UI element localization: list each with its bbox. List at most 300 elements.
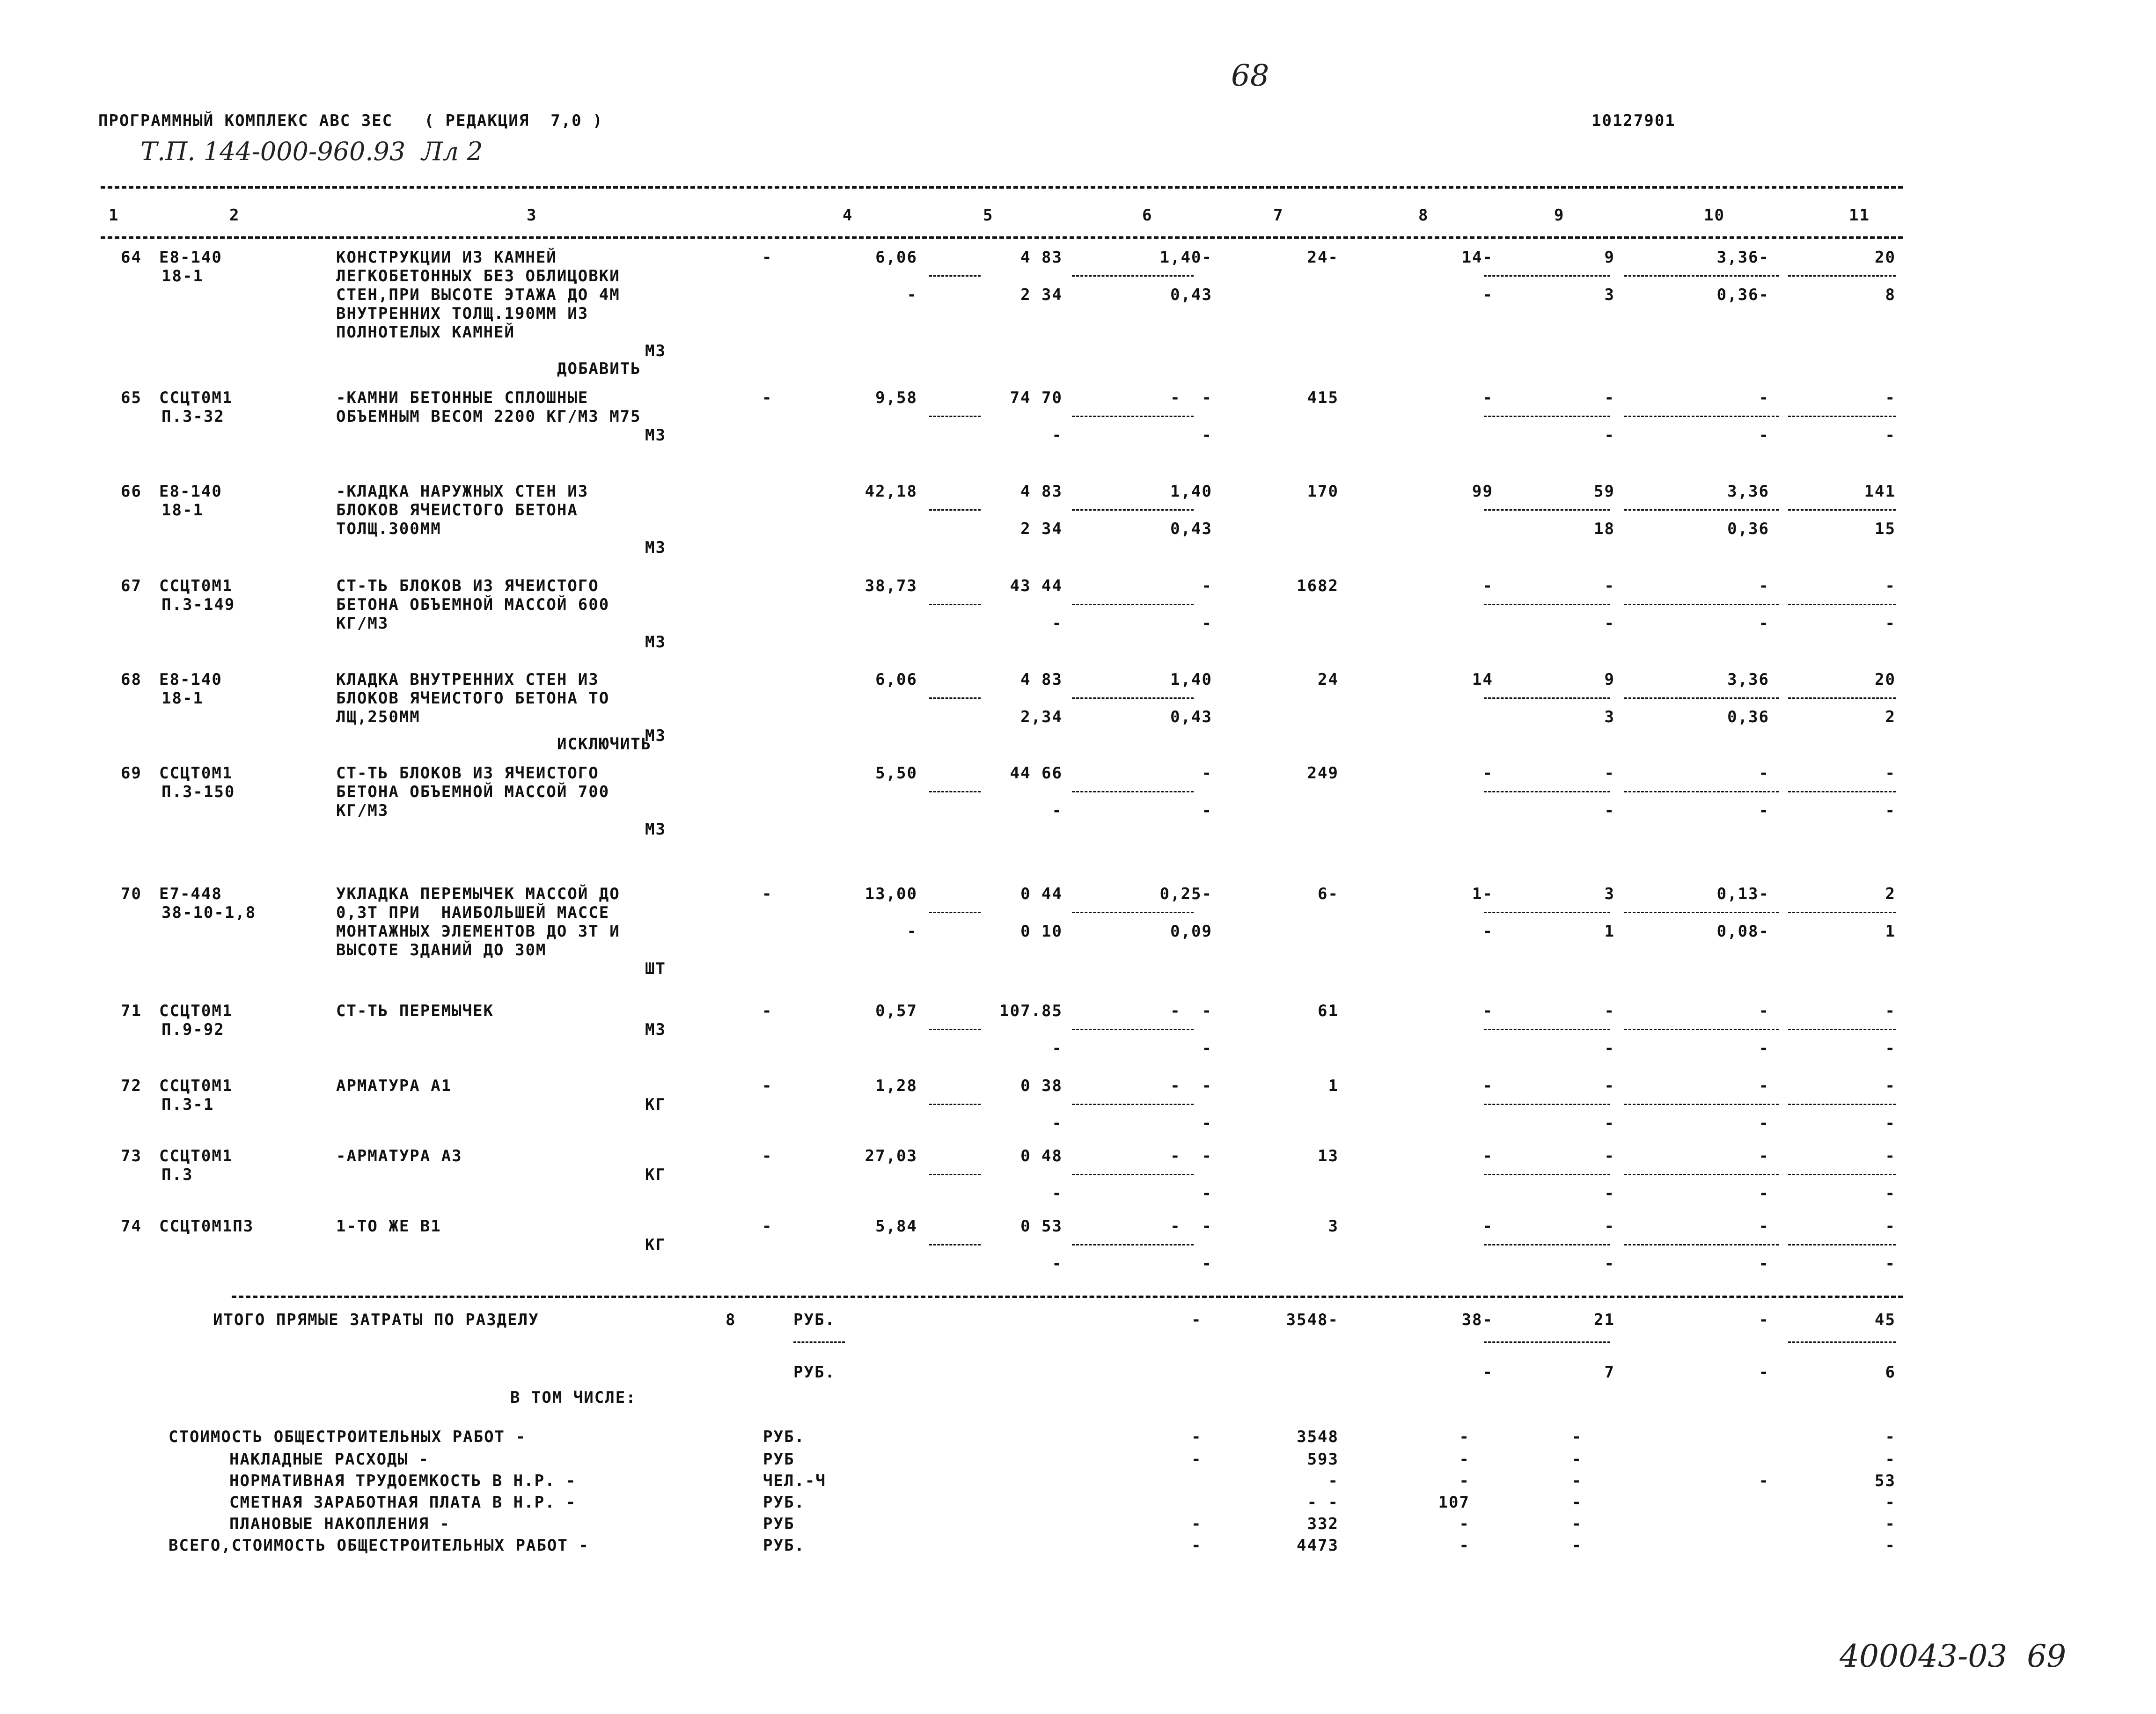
wages-sub: - bbox=[1482, 922, 1493, 941]
labor-rate: 3,36 bbox=[1727, 670, 1769, 689]
cell-divider bbox=[1484, 791, 1610, 792]
labor-total: - bbox=[1885, 577, 1896, 595]
unit-cost-sub: - bbox=[1052, 426, 1063, 445]
col3-marker: - bbox=[762, 248, 773, 267]
wages: - bbox=[1482, 577, 1493, 595]
summary-col11: - bbox=[1885, 1450, 1896, 1469]
machine-total-sub: 18 bbox=[1594, 520, 1615, 538]
summary-unit: РУБ. bbox=[763, 1493, 805, 1512]
rate-code: ССЦТ0М1 bbox=[159, 1002, 233, 1020]
machine-cost: - bbox=[1202, 577, 1212, 595]
unit-cost: 0 53 bbox=[1020, 1217, 1063, 1236]
rate-subcode: П.3-149 bbox=[161, 595, 235, 614]
labor-rate-sub: 0,08- bbox=[1716, 922, 1769, 941]
rate-subcode: П.3 bbox=[161, 1165, 193, 1184]
cell-divider bbox=[1072, 416, 1194, 417]
unit-cost: 4 83 bbox=[1020, 670, 1063, 689]
summary-unit: РУБ bbox=[763, 1450, 795, 1469]
wages: - bbox=[1482, 1002, 1493, 1020]
cell-divider bbox=[1484, 416, 1610, 417]
rate-code: ССЦТ0М1П3 bbox=[159, 1217, 254, 1236]
work-description: БЕТОНА ОБЪЕМНОЙ МАССОЙ 700 bbox=[336, 783, 610, 801]
summary-col8: - bbox=[1459, 1472, 1470, 1490]
machine-total: - bbox=[1604, 388, 1615, 407]
total-cost: 3 bbox=[1328, 1217, 1339, 1236]
labor-total-sub: - bbox=[1885, 801, 1896, 820]
labor-total: - bbox=[1885, 1217, 1896, 1236]
machine-cost-sub: - bbox=[1202, 1184, 1212, 1203]
work-description: СТ-ТЬ БЛОКОВ ИЗ ЯЧЕИСТОГО bbox=[336, 577, 599, 595]
cell-divider bbox=[1484, 697, 1610, 699]
unit-of-measure: М3 bbox=[645, 1020, 666, 1039]
row-number: 64 bbox=[121, 248, 142, 267]
labor-total: 20 bbox=[1875, 248, 1896, 267]
unit-cost-sub: - bbox=[1052, 1039, 1063, 1058]
summary-label: НАКЛАДНЫЕ РАСХОДЫ - bbox=[229, 1450, 429, 1469]
unit-cost: 107.85 bbox=[999, 1002, 1063, 1020]
labor-total: - bbox=[1885, 1147, 1896, 1165]
cell-divider bbox=[929, 697, 981, 699]
labor-rate: - bbox=[1759, 1147, 1769, 1165]
cell-divider bbox=[1484, 1104, 1610, 1105]
totals-subline-3 bbox=[1788, 1341, 1896, 1343]
cell-divider bbox=[1072, 1104, 1194, 1105]
unit-of-measure: ШТ bbox=[645, 960, 666, 978]
work-description: 0,3Т ПРИ НАИБОЛЬШЕЙ МАССЕ bbox=[336, 903, 610, 922]
summary-unit: РУБ. bbox=[763, 1428, 805, 1446]
labor-rate-sub: - bbox=[1759, 426, 1769, 445]
row-number: 68 bbox=[121, 670, 142, 689]
summary-col6: - bbox=[1191, 1536, 1202, 1555]
quantity: 13,00 bbox=[865, 885, 917, 903]
labor-rate: - bbox=[1759, 388, 1769, 407]
work-description: КЛАДКА ВНУТРЕННИХ СТЕН ИЗ bbox=[336, 670, 599, 689]
machine-cost-sub: - bbox=[1202, 1114, 1212, 1133]
summary-col7: - bbox=[1328, 1472, 1339, 1490]
cell-divider bbox=[929, 604, 981, 605]
cell-divider bbox=[1788, 1244, 1896, 1245]
labor-rate-sub: - bbox=[1759, 801, 1769, 820]
column-header: 10 bbox=[1704, 206, 1725, 225]
summary-col9: - bbox=[1571, 1472, 1582, 1490]
cell-divider bbox=[1624, 1244, 1779, 1245]
work-description: МОНТАЖНЫХ ЭЛЕМЕНТОВ ДО 3Т И bbox=[336, 922, 620, 941]
totals-col8: 38- bbox=[1461, 1311, 1493, 1329]
wages: - bbox=[1482, 1217, 1493, 1236]
cell-divider bbox=[929, 1029, 981, 1030]
program-header: ПРОГРАММНЫЙ КОМПЛЕКС АВС ЗЕС ( РЕДАКЦИЯ 7,0 ) bbox=[98, 111, 603, 130]
labor-total: - bbox=[1885, 1002, 1896, 1020]
unit-cost: 4 83 bbox=[1020, 248, 1063, 267]
quantity: 5,50 bbox=[875, 764, 917, 783]
machine-total-sub: 3 bbox=[1604, 708, 1615, 726]
quantity: 38,73 bbox=[865, 577, 917, 595]
wages: - bbox=[1482, 764, 1493, 783]
summary-col11: - bbox=[1885, 1428, 1896, 1446]
cell-divider bbox=[929, 1244, 981, 1245]
rate-code: Е8-140 bbox=[159, 248, 222, 267]
cell-divider bbox=[1624, 416, 1779, 417]
wages: - bbox=[1482, 388, 1493, 407]
cell-divider bbox=[1788, 604, 1896, 605]
cell-divider bbox=[1788, 791, 1896, 792]
summary-label: ВСЕГО,СТОИМОСТЬ ОБЩЕСТРОИТЕЛЬНЫХ РАБОТ - bbox=[169, 1536, 589, 1555]
rate-code: ССЦТ0М1 bbox=[159, 1077, 233, 1095]
cell-divider bbox=[1624, 604, 1779, 605]
work-description: СТ-ТЬ БЛОКОВ ИЗ ЯЧЕИСТОГО bbox=[336, 764, 599, 783]
work-description: ТОЛЩ.300ММ bbox=[336, 520, 441, 538]
machine-total: 59 bbox=[1594, 482, 1615, 501]
quantity: 6,06 bbox=[875, 670, 917, 689]
unit-of-measure: М3 bbox=[645, 726, 666, 745]
summary-unit: РУБ bbox=[763, 1515, 795, 1533]
unit-of-measure: КГ bbox=[645, 1165, 666, 1184]
labor-rate: - bbox=[1759, 577, 1769, 595]
summary-col8: - bbox=[1459, 1450, 1470, 1469]
rate-subcode: 18-1 bbox=[161, 501, 204, 520]
cell-divider bbox=[1788, 1174, 1896, 1175]
machine-cost-sub: 0,09 bbox=[1170, 922, 1212, 941]
machine-cost-sub: - bbox=[1202, 614, 1212, 633]
machine-total: - bbox=[1604, 764, 1615, 783]
labor-rate-sub: - bbox=[1759, 1254, 1769, 1273]
row-instruction: ДОБАВИТЬ bbox=[557, 359, 641, 378]
labor-total-sub: 1 bbox=[1885, 922, 1896, 941]
machine-cost-sub: - bbox=[1202, 1254, 1212, 1273]
column-header: 9 bbox=[1554, 206, 1565, 225]
cell-divider bbox=[1624, 791, 1779, 792]
work-description: ВНУТРЕННИХ ТОЛЩ.190ММ ИЗ bbox=[336, 304, 589, 323]
summary-unit: РУБ. bbox=[763, 1536, 805, 1555]
cell-divider bbox=[1788, 509, 1896, 511]
cell-divider bbox=[1624, 1174, 1779, 1175]
cell-divider bbox=[1484, 1174, 1610, 1175]
cell-divider bbox=[1484, 1029, 1610, 1030]
header-bottom-rule bbox=[101, 236, 1903, 239]
wages: - bbox=[1482, 1147, 1493, 1165]
machine-cost-sub: - bbox=[1202, 801, 1212, 820]
totals-col11: 45 bbox=[1875, 1311, 1896, 1329]
cell-divider bbox=[1072, 697, 1194, 699]
cell-divider bbox=[1624, 275, 1779, 277]
work-description: 1-ТО ЖЕ В1 bbox=[336, 1217, 441, 1236]
wages: 99 bbox=[1472, 482, 1493, 501]
unit-cost-sub: - bbox=[1052, 614, 1063, 633]
column-header: 1 bbox=[109, 206, 119, 225]
unit-cost: 74 70 bbox=[1010, 388, 1063, 407]
summary-col8: 107 bbox=[1438, 1493, 1470, 1512]
summary-col9: - bbox=[1571, 1493, 1582, 1512]
work-description: ОБЪЕМНЫМ ВЕСОМ 2200 КГ/М3 М75 bbox=[336, 407, 641, 426]
column-header: 11 bbox=[1849, 206, 1870, 225]
labor-total-sub: 15 bbox=[1875, 520, 1896, 538]
work-description: -КЛАДКА НАРУЖНЫХ СТЕН ИЗ bbox=[336, 482, 589, 501]
cell-divider bbox=[1484, 604, 1610, 605]
unit-cost-sub: 2 34 bbox=[1020, 286, 1063, 304]
work-description: БЛОКОВ ЯЧЕИСТОГО БЕТОНА ТО bbox=[336, 689, 610, 708]
labor-total: 20 bbox=[1875, 670, 1896, 689]
labor-total-sub: 2 bbox=[1885, 708, 1896, 726]
rate-code: Е7-448 bbox=[159, 885, 222, 903]
labor-rate-sub: 0,36 bbox=[1727, 708, 1769, 726]
cell-divider bbox=[1072, 912, 1194, 913]
totals-col8b: - bbox=[1482, 1363, 1493, 1382]
labor-rate: 0,13- bbox=[1716, 885, 1769, 903]
labor-rate: - bbox=[1759, 1217, 1769, 1236]
machine-total: - bbox=[1604, 1217, 1615, 1236]
work-description: АРМАТУРА А1 bbox=[336, 1077, 452, 1095]
summary-col11: - bbox=[1885, 1515, 1896, 1533]
machine-total-sub: 1 bbox=[1604, 922, 1615, 941]
summary-col9: - bbox=[1571, 1428, 1582, 1446]
unit-cost-sub: - bbox=[1052, 801, 1063, 820]
summary-label: ПЛАНОВЫЕ НАКОПЛЕНИЯ - bbox=[229, 1515, 450, 1533]
total-cost: 24 bbox=[1318, 670, 1339, 689]
total-cost: 1 bbox=[1328, 1077, 1339, 1095]
labor-rate: - bbox=[1759, 764, 1769, 783]
row-number: 74 bbox=[121, 1217, 142, 1236]
column-header: 4 bbox=[843, 206, 853, 225]
machine-cost: 1,40 bbox=[1170, 670, 1212, 689]
work-description: КГ/М3 bbox=[336, 614, 389, 633]
machine-total: - bbox=[1604, 1077, 1615, 1095]
labor-rate: 3,36 bbox=[1727, 482, 1769, 501]
summary-col8: - bbox=[1459, 1428, 1470, 1446]
total-cost: 249 bbox=[1307, 764, 1339, 783]
rate-code: ССЦТ0М1 bbox=[159, 1147, 233, 1165]
work-description: БЛОКОВ ЯЧЕИСТОГО БЕТОНА bbox=[336, 501, 578, 520]
wages: 14 bbox=[1472, 670, 1493, 689]
col3-marker: - bbox=[762, 1077, 773, 1095]
unit-cost-sub: 0 10 bbox=[1020, 922, 1063, 941]
totals-label: ИТОГО ПРЯМЫЕ ЗАТРАТЫ ПО РАЗДЕЛУ bbox=[213, 1311, 539, 1329]
labor-total-sub: - bbox=[1885, 614, 1896, 633]
total-cost: 6- bbox=[1318, 885, 1339, 903]
unit-of-measure: М3 bbox=[645, 538, 666, 557]
work-description: ЛЕГКОБЕТОННЫХ БЕЗ ОБЛИЦОВКИ bbox=[336, 267, 620, 286]
rate-code: ССЦТ0М1 bbox=[159, 764, 233, 783]
totals-unit-1: РУБ. bbox=[793, 1311, 836, 1329]
labor-rate-sub: - bbox=[1759, 1184, 1769, 1203]
rate-code: ССЦТ0М1 bbox=[159, 577, 233, 595]
rate-code: ССЦТ0М1 bbox=[159, 388, 233, 407]
cell-divider bbox=[1788, 912, 1896, 913]
summary-col7: 332 bbox=[1307, 1515, 1339, 1533]
row-number: 73 bbox=[121, 1147, 142, 1165]
machine-total: 9 bbox=[1604, 670, 1615, 689]
column-header: 6 bbox=[1142, 206, 1153, 225]
row-number: 69 bbox=[121, 764, 142, 783]
machine-total-sub: - bbox=[1604, 1254, 1615, 1273]
totals-rule bbox=[232, 1296, 1903, 1298]
machine-total: - bbox=[1604, 1147, 1615, 1165]
cell-divider bbox=[1788, 1104, 1896, 1105]
unit-of-measure: М3 bbox=[645, 426, 666, 445]
quantity: 5,84 bbox=[875, 1217, 917, 1236]
row-number: 65 bbox=[121, 388, 142, 407]
rate-subcode: 18-1 bbox=[161, 267, 204, 286]
total-cost: 1682 bbox=[1297, 577, 1339, 595]
summary-col7: 4473 bbox=[1297, 1536, 1339, 1555]
summary-label: СТОИМОСТЬ ОБЩЕСТРОИТЕЛЬНЫХ РАБОТ - bbox=[169, 1428, 526, 1446]
labor-total: - bbox=[1885, 1077, 1896, 1095]
totals-col6: - bbox=[1191, 1311, 1202, 1329]
machine-total-sub: - bbox=[1604, 1184, 1615, 1203]
unit-cost: 0 48 bbox=[1020, 1147, 1063, 1165]
labor-total: 141 bbox=[1864, 482, 1896, 501]
cell-divider bbox=[1484, 509, 1610, 511]
labor-total-sub: - bbox=[1885, 426, 1896, 445]
summary-label: СМЕТНАЯ ЗАРАБОТНАЯ ПЛАТА В Н.Р. - bbox=[229, 1493, 577, 1512]
total-cost: 24- bbox=[1307, 248, 1339, 267]
quantity: 27,03 bbox=[865, 1147, 917, 1165]
cell-divider bbox=[929, 1174, 981, 1175]
cell-divider bbox=[1072, 1029, 1194, 1030]
unit-cost: 43 44 bbox=[1010, 577, 1063, 595]
summary-label: НОРМАТИВНАЯ ТРУДОЕМКОСТЬ В Н.Р. - bbox=[229, 1472, 577, 1490]
rate-subcode: П.3-1 bbox=[161, 1095, 214, 1114]
machine-total: - bbox=[1604, 1002, 1615, 1020]
quantity: 6,06 bbox=[875, 248, 917, 267]
rate-code: Е8-140 bbox=[159, 482, 222, 501]
totals-col11b: 6 bbox=[1885, 1363, 1896, 1382]
rate-subcode: П.3-150 bbox=[161, 783, 235, 801]
cell-divider bbox=[1072, 509, 1194, 511]
unit-cost-sub: 2,34 bbox=[1020, 708, 1063, 726]
totals-col9b: 7 bbox=[1604, 1363, 1615, 1382]
cell-divider bbox=[1624, 912, 1779, 913]
unit-cost-sub: - bbox=[1052, 1114, 1063, 1133]
col3-marker: - bbox=[762, 1002, 773, 1020]
column-header: 2 bbox=[229, 206, 240, 225]
unit-cost-sub: 2 34 bbox=[1020, 520, 1063, 538]
labor-total-sub: - bbox=[1885, 1114, 1896, 1133]
work-description: КОНСТРУКЦИИ ИЗ КАМНЕЙ bbox=[336, 248, 557, 267]
summary-col7: 3548 bbox=[1297, 1428, 1339, 1446]
including-heading: В ТОМ ЧИСЛЕ: bbox=[510, 1388, 637, 1407]
quantity: 42,18 bbox=[865, 482, 917, 501]
work-description: КГ/М3 bbox=[336, 801, 389, 820]
cell-divider bbox=[929, 509, 981, 511]
unit-of-measure: М3 bbox=[645, 633, 666, 652]
machine-cost: - - bbox=[1170, 388, 1212, 407]
summary-col10: - bbox=[1759, 1472, 1769, 1490]
quantity: 0,57 bbox=[875, 1002, 917, 1020]
unit-of-measure: М3 bbox=[645, 342, 666, 360]
summary-col9: - bbox=[1571, 1450, 1582, 1469]
rate-code: Е8-140 bbox=[159, 670, 222, 689]
machine-cost-sub: 0,43 bbox=[1170, 520, 1212, 538]
cell-divider bbox=[1072, 791, 1194, 792]
cell-divider bbox=[1788, 416, 1896, 417]
cell-divider bbox=[929, 912, 981, 913]
summary-col8: - bbox=[1459, 1536, 1470, 1555]
row-number: 70 bbox=[121, 885, 142, 903]
labor-total-sub: - bbox=[1885, 1254, 1896, 1273]
machine-cost: 0,25- bbox=[1159, 885, 1212, 903]
column-header: 3 bbox=[527, 206, 537, 225]
machine-cost: - - bbox=[1170, 1147, 1212, 1165]
labor-rate-sub: - bbox=[1759, 614, 1769, 633]
summary-col6: - bbox=[1191, 1515, 1202, 1533]
labor-total-sub: - bbox=[1885, 1184, 1896, 1203]
summary-col6: - bbox=[1191, 1450, 1202, 1469]
totals-unit-2: РУБ. bbox=[793, 1363, 836, 1382]
machine-cost: - - bbox=[1170, 1002, 1212, 1020]
machine-total-sub: - bbox=[1604, 614, 1615, 633]
document-code: 10127901 bbox=[1591, 111, 1676, 130]
cell-divider bbox=[1484, 275, 1610, 277]
rate-subcode: 38-10-1,8 bbox=[161, 903, 257, 922]
unit-cost: 44 66 bbox=[1010, 764, 1063, 783]
wages: - bbox=[1482, 1077, 1493, 1095]
rate-subcode: П.9-92 bbox=[161, 1020, 225, 1039]
unit-of-measure: М3 bbox=[645, 820, 666, 839]
labor-rate-sub: - bbox=[1759, 1114, 1769, 1133]
labor-rate: - bbox=[1759, 1077, 1769, 1095]
table-top-rule bbox=[101, 186, 1903, 189]
wages: 1- bbox=[1472, 885, 1493, 903]
machine-cost: - - bbox=[1170, 1077, 1212, 1095]
machine-cost: - - bbox=[1170, 1217, 1212, 1236]
summary-col6: - bbox=[1191, 1428, 1202, 1446]
cell-divider bbox=[1072, 604, 1194, 605]
totals-section: 8 bbox=[726, 1311, 736, 1329]
unit-cost-sub: - bbox=[1052, 1184, 1063, 1203]
labor-total: - bbox=[1885, 388, 1896, 407]
totals-col9: 21 bbox=[1594, 1311, 1615, 1329]
summary-col11: - bbox=[1885, 1536, 1896, 1555]
wages: 14- bbox=[1461, 248, 1493, 267]
row-number: 67 bbox=[121, 577, 142, 595]
machine-total-sub: - bbox=[1604, 426, 1615, 445]
cell-divider bbox=[1624, 1104, 1779, 1105]
col3-marker: - bbox=[762, 885, 773, 903]
cell-divider bbox=[1624, 1029, 1779, 1030]
unit-cost: 4 83 bbox=[1020, 482, 1063, 501]
summary-col7: - - bbox=[1307, 1493, 1339, 1512]
cell-divider bbox=[1072, 1174, 1194, 1175]
cell-divider bbox=[1484, 1244, 1610, 1245]
machine-cost-sub: 0,43 bbox=[1170, 708, 1212, 726]
machine-cost: 1,40- bbox=[1159, 248, 1212, 267]
cell-divider bbox=[1788, 275, 1896, 277]
cell-divider bbox=[929, 275, 981, 277]
machine-cost-sub: - bbox=[1202, 1039, 1212, 1058]
totals-subline-2 bbox=[1484, 1341, 1610, 1343]
work-description: ПОЛНОТЕЛЫХ КАМНЕЙ bbox=[336, 323, 515, 342]
work-description: -АРМАТУРА А3 bbox=[336, 1147, 462, 1165]
machine-cost: 1,40 bbox=[1170, 482, 1212, 501]
work-description: СТЕН,ПРИ ВЫСОТЕ ЭТАЖА ДО 4М bbox=[336, 286, 620, 304]
summary-unit: ЧЕЛ.-Ч bbox=[763, 1472, 826, 1490]
summary-col9: - bbox=[1571, 1515, 1582, 1533]
totals-subline-1 bbox=[793, 1341, 845, 1343]
col3-marker: - bbox=[762, 1217, 773, 1236]
total-cost: 170 bbox=[1307, 482, 1339, 501]
col3-marker: - bbox=[762, 388, 773, 407]
work-description: ЛЩ,250ММ bbox=[336, 708, 420, 726]
cell-divider bbox=[1072, 1244, 1194, 1245]
summary-col9: - bbox=[1571, 1536, 1582, 1555]
unit-cost-sub: - bbox=[1052, 1254, 1063, 1273]
work-description: БЕТОНА ОБЪЕМНОЙ МАССОЙ 600 bbox=[336, 595, 610, 614]
cell-divider bbox=[929, 416, 981, 417]
rate-subcode: П.3-32 bbox=[161, 407, 225, 426]
machine-cost-sub: - bbox=[1202, 426, 1212, 445]
work-description: УКЛАДКА ПЕРЕМЫЧЕК МАССОЙ ДО bbox=[336, 885, 620, 903]
work-description: СТ-ТЬ ПЕРЕМЫЧЕК bbox=[336, 1002, 494, 1020]
